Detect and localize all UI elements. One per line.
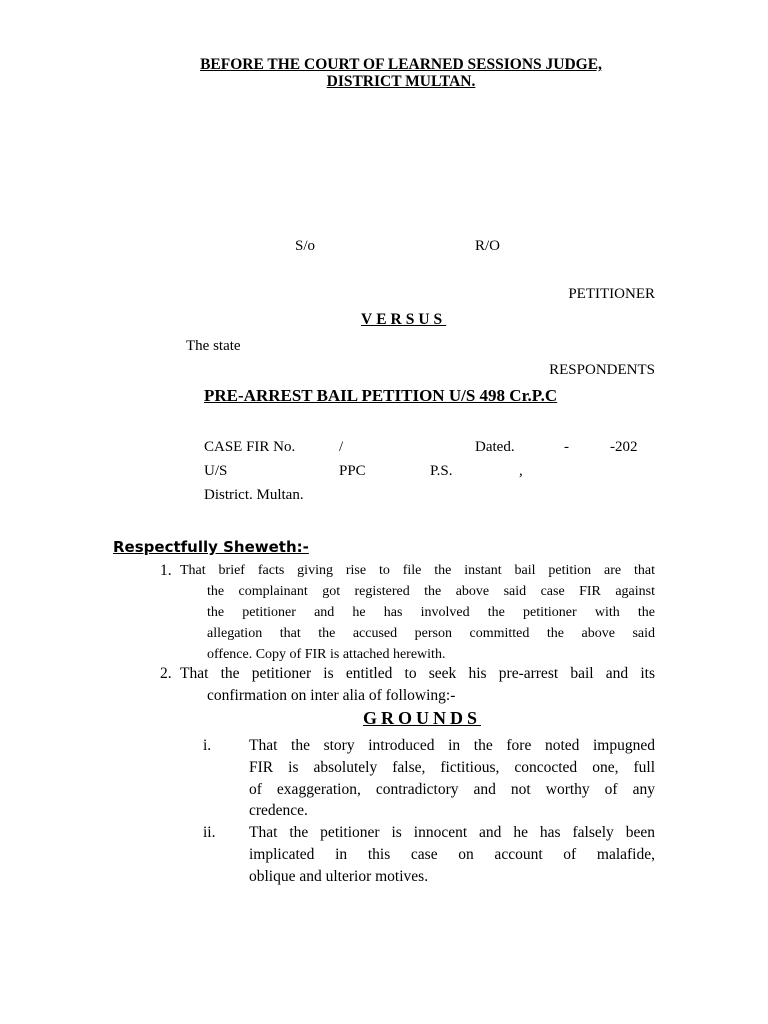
ground-line: oblique and ulterior motives. [249,868,429,885]
son-of-label: S/o [295,238,316,254]
dated-label: Dated. [475,439,515,455]
grounds-heading: GROUNDS [363,708,482,728]
ground-line: implicated in this case on account of malafide, [249,846,655,863]
under-section-label: U/S [204,463,228,479]
ppc-label: PPC [339,463,366,479]
ground-numeral: ii. [203,824,216,841]
case-fir-label: CASE FIR No. [204,439,296,455]
ground-numeral: i. [203,737,212,754]
paragraph-number: 2. [160,665,172,682]
court-heading-line-2: DISTRICT MULTAN. [326,73,476,90]
resident-of-label: R/O [475,238,501,254]
paragraph-line: the complainant got registered the above said case FIR against [207,584,655,599]
paragraph-line: offence. Copy of FIR is attached herewith. [207,647,446,662]
date-dash: - [564,439,569,455]
ground-line: credence. [249,802,308,819]
versus-heading: VERSUS [361,311,447,328]
petitioner-label: PETITIONER [568,286,655,302]
ground-line: FIR is absolutely false, fictitious, concocted one, full [249,759,655,776]
paragraph-line: That brief facts giving rise to file the instant bail petition are that [180,563,655,578]
paragraph-line: the petitioner and he has involved the petitioner with the [207,605,655,620]
respectfully-sheweth-heading: Respectfully Sheweth:- [113,538,309,556]
paragraph-line: That the petitioner is entitled to seek his pre-arrest bail and its [180,665,655,682]
case-fir-slash: / [339,439,344,455]
ground-line: That the petitioner is innocent and he has falsely been [249,824,655,841]
police-station-label: P.S. [430,463,453,479]
respondent-name: The state [186,338,241,354]
ground-line: of exaggeration, contradictory and not worthy of any [249,781,655,798]
petition-title: PRE-ARREST BAIL PETITION U/S 498 Cr.P.C [204,386,558,405]
district-label: District. Multan. [204,487,304,503]
paragraph-number: 1. [160,562,172,579]
court-heading-line-1: BEFORE THE COURT OF LEARNED SESSIONS JUDGE, [200,56,602,73]
respondents-label: RESPONDENTS [549,362,655,378]
police-station-comma: , [519,463,523,479]
paragraph-line: confirmation on inter alia of following:- [207,687,456,704]
paragraph-line: allegation that the accused person committed the above said [207,626,655,641]
date-year: -202 [610,439,638,455]
ground-line: That the story introduced in the fore noted impugned [249,737,655,754]
